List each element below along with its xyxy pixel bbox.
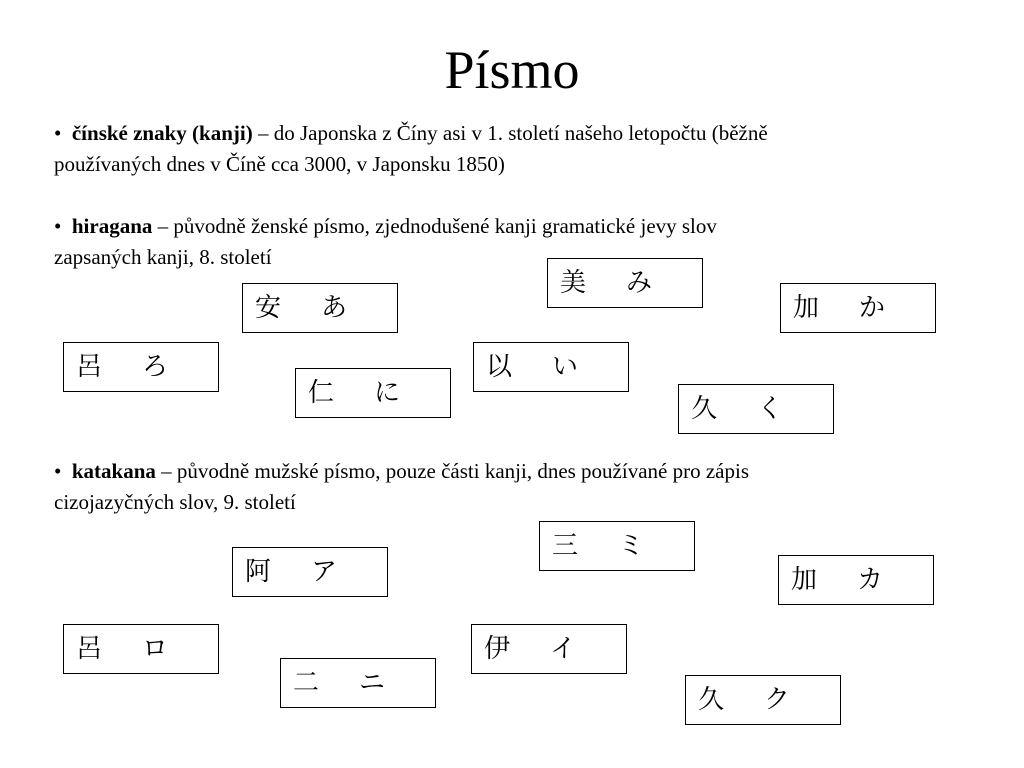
kana-char: み xyxy=(626,268,653,298)
kanji-char: 以 xyxy=(486,352,513,382)
hiragana-box-ku xyxy=(678,384,834,434)
term-katakana: katakana xyxy=(71,459,156,483)
slide-title: Písmo xyxy=(444,40,580,100)
bullet: • xyxy=(54,214,62,238)
description-line: – původně mužské písmo, pouze části kanji, dnes používané pro zápis xyxy=(155,459,749,483)
paragraph-katakana xyxy=(54,456,974,518)
paragraph-kanji xyxy=(54,118,974,180)
term-kanji: čínské znaky (kanji) xyxy=(71,121,253,145)
kana-char: か xyxy=(859,293,886,323)
kanji-char: 久 xyxy=(691,394,718,424)
kanji-char: 久 xyxy=(698,685,725,715)
katakana-box-ni xyxy=(280,658,436,708)
kanji-char: 阿 xyxy=(245,557,272,587)
description-line: – do Japonska z Číny asi v 1. století našeho letopočtu (běžně xyxy=(252,121,768,145)
kanji-char: 美 xyxy=(560,268,587,298)
kana-char: あ xyxy=(321,293,348,323)
hiragana-box-ka xyxy=(780,283,936,333)
katakana-box-ro xyxy=(63,624,219,674)
kana-char: カ xyxy=(857,565,884,595)
kana-char: ア xyxy=(311,557,338,587)
term-hiragana: hiragana xyxy=(71,214,153,238)
katakana-box-a xyxy=(232,547,388,597)
kana-char: い xyxy=(552,352,579,382)
kanji-char: 仁 xyxy=(308,378,335,408)
kanji-char: 安 xyxy=(255,293,282,323)
kana-char: く xyxy=(757,394,784,424)
kana-char: ろ xyxy=(142,352,169,382)
katakana-box-ka xyxy=(778,555,934,605)
hiragana-box-a xyxy=(242,283,398,333)
hiragana-box-mi xyxy=(547,258,703,308)
kana-char: イ xyxy=(550,634,577,664)
katakana-box-mi xyxy=(539,521,695,571)
bullet: • xyxy=(54,121,62,145)
description-line: používaných dnes v Číně cca 3000, v Japonsku 1850) xyxy=(54,152,505,176)
kanji-char: 加 xyxy=(791,565,818,595)
description-line: – původně ženské písmo, zjednodušené kanji gramatické jevy slov xyxy=(152,214,717,238)
kanji-char: 伊 xyxy=(484,634,511,664)
bullet: • xyxy=(54,459,62,483)
katakana-box-i xyxy=(471,624,627,674)
kanji-char: 三 xyxy=(552,531,579,561)
kana-char: ロ xyxy=(142,634,169,664)
kana-char: に xyxy=(374,378,401,408)
description-line: cizojazyčných slov, 9. století xyxy=(54,490,296,514)
kana-char: ニ xyxy=(359,668,386,698)
kanji-char: 加 xyxy=(793,293,820,323)
hiragana-box-i xyxy=(473,342,629,392)
kana-char: ク xyxy=(764,685,791,715)
kana-char: ミ xyxy=(618,531,645,561)
katakana-box-ku xyxy=(685,675,841,725)
kanji-char: 呂 xyxy=(76,352,103,382)
kanji-char: 呂 xyxy=(76,634,103,664)
hiragana-box-ro xyxy=(63,342,219,392)
paragraph-hiragana xyxy=(54,211,974,273)
hiragana-box-ni xyxy=(295,368,451,418)
kanji-char: 二 xyxy=(293,668,320,698)
description-line: zapsaných kanji, 8. století xyxy=(54,245,272,269)
